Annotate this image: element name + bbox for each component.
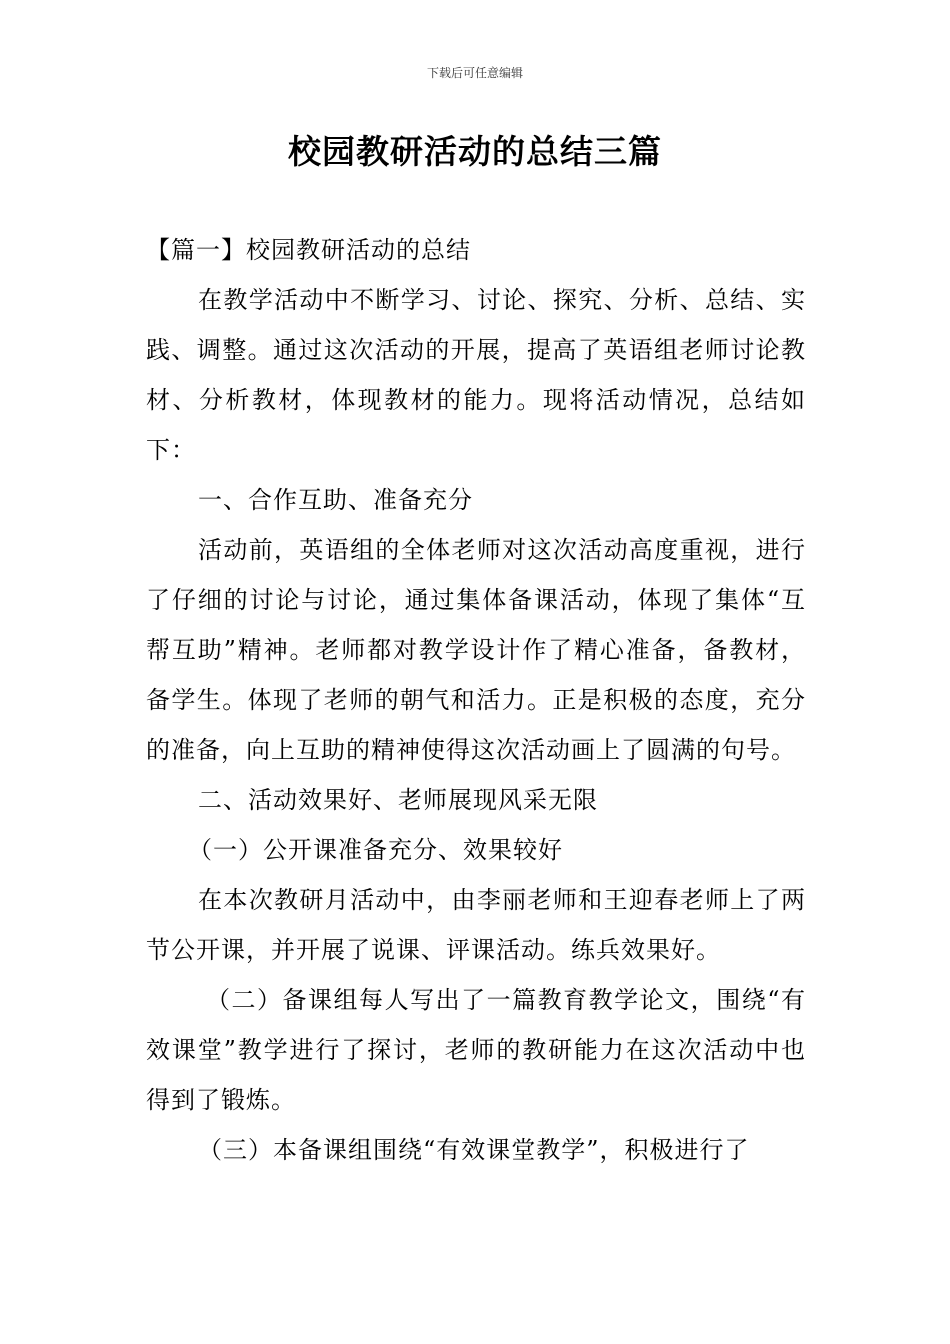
paragraph-cooperation: 活动前，英语组的全体老师对这次活动高度重视，进行了仔细的讨论与讨论，通过集体备课活动，体现了集体“互帮互助”精神。老师都对教学设计作了精心准备，备教材，备学生。体现了老师的朝气和活力。正是积极的态度，充分的准备，向上互助的精神使得这次活动画上了圆满的句号。: [146, 536, 806, 764]
document-title: 校园教研活动的总结三篇: [288, 132, 662, 171]
document-body: [146, 225, 806, 1175]
paragraph-open-class: 在本次教研月活动中，由李丽老师和王迎春老师上了两节公开课，并开展了说课、评课活动。练兵效果好。: [146, 886, 806, 964]
section-heading: 【篇一】校园教研活动的总结: [146, 236, 471, 264]
paragraph-effective-class: （三）本备课组围绕“有效课堂教学”，积极进行了: [198, 1136, 750, 1164]
subheading-effect: 二、活动效果好、老师展现风采无限: [198, 786, 598, 814]
paragraph-papers: （二）备课组每人写出了一篇教育教学论文，围绕“有效课堂”教学进行了探讨，老师的教研能力在这次活动中也得到了锻炼。: [146, 986, 806, 1114]
page-header: 下载后可任意编辑: [426, 66, 523, 80]
subheading-cooperation: 一、合作互助、准备充分: [198, 486, 473, 514]
subheading-open-class: （一）公开课准备充分、效果较好: [188, 836, 563, 864]
paragraph-intro: 在教学活动中不断学习、讨论、探究、分析、总结、实践、调整。通过这次活动的开展，提高了英语组老师讨论教材、分析教材，体现教材的能力。现将活动情况，总结如下：: [146, 286, 806, 464]
